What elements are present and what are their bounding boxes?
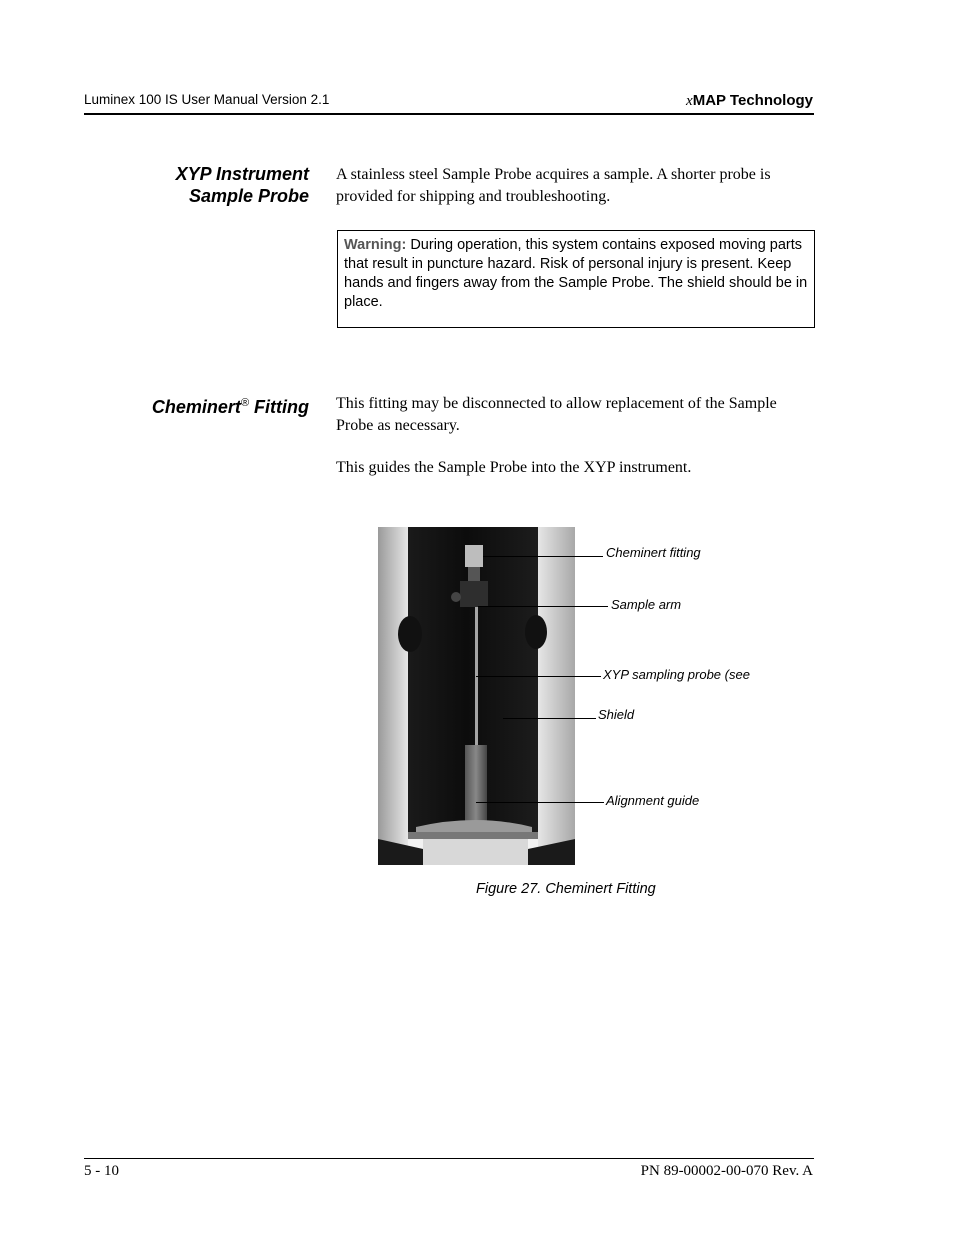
callout-sample-arm: Sample arm: [611, 597, 682, 612]
leader-line-sample-arm: [478, 606, 608, 607]
registered-mark: ®: [240, 397, 250, 409]
page-number: 5 - 10: [84, 1163, 119, 1179]
leader-line-alignment: [476, 802, 604, 803]
heading-line-2: Sample Probe: [188, 186, 309, 206]
footer-rule: [84, 1158, 814, 1159]
leader-line-shield: [503, 718, 596, 719]
part-number: PN 89-00002-00-070 Rev. A: [640, 1163, 813, 1179]
running-header-brand: [686, 92, 813, 110]
warning-box: [337, 230, 815, 328]
leader-line-cheminert: [483, 556, 603, 557]
heading-line-1: XYP Instrument: [175, 164, 309, 184]
instrument-photo-drawing: [378, 527, 575, 865]
brand-prefix: x: [686, 93, 693, 109]
cheminert-paragraph-1: This fitting may be disconnected to allow replacement of the Sample Probe as necessary.: [336, 395, 777, 434]
callout-cheminert-fitting: Cheminert fitting: [606, 545, 701, 560]
warning-label: Warning:: [344, 237, 407, 253]
callout-xyp-probe: XYP sampling probe (see: [603, 667, 750, 682]
heading-main: Cheminert: [151, 397, 241, 417]
leader-line-probe: [476, 676, 601, 677]
warning-text: During operation, this system contains exposed moving parts that result in puncture hazard. Risk of personal injury is present. Keep hands and fingers away from the Sample Probe. The shield should be in place.: [344, 237, 808, 310]
callout-alignment-guide: Alignment guide: [606, 793, 700, 808]
running-header-title: Luminex 100 IS User Manual Version 2.1: [84, 92, 330, 107]
header-rule: [84, 113, 814, 115]
instrument-photo: [378, 527, 575, 865]
section-heading-sample-probe: [176, 163, 309, 207]
figure-caption: Figure 27. Cheminert Fitting: [476, 881, 656, 897]
brand-rest: MAP Technology: [692, 92, 813, 109]
sample-probe-paragraph: A stainless steel Sample Probe acquires a sample. A shorter probe is provided for shipping and troubleshooting.: [336, 166, 771, 205]
heading-rest: Fitting: [249, 397, 309, 417]
section-heading-cheminert-fitting: [152, 392, 309, 418]
cheminert-paragraph-2: This guides the Sample Probe into the XYP instrument.: [336, 459, 692, 476]
callout-shield: Shield: [598, 707, 635, 722]
